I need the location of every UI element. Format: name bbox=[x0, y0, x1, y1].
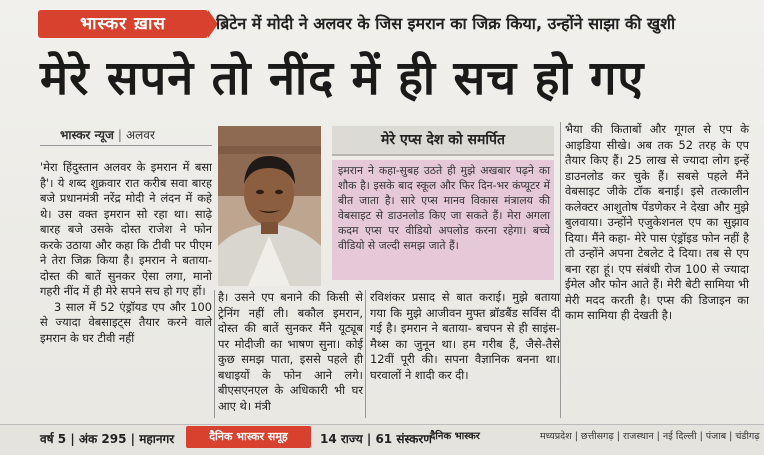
byline-agency: भास्कर न्यूज bbox=[60, 128, 114, 142]
main-headline: मेरे सपने तो नींद में ही सच हो गए bbox=[40, 51, 645, 106]
article-paragraph: 'मेरा हिंदुस्तान अलवर के इमरान में बसा है'। ये शब्द शुक्रवार रात करीब सवा बारह बजे प्रधानमंत्री नरेंद्र मोदी ने लंदन में कहे थे। उस वक्त इमरान सो रहा था। साढ़े बारह बजे उसके दोस्त राजेश ने फोन करके उठाया और कहा कि टीवी पर पीएम ने तेरा जिक्र किया है। इमरान ने बताया-दोस्त की बातें सुनकर ऐसा लगा, मानो गहरी नींद में ही मेरे सपने सच हो गए हों। bbox=[40, 160, 212, 298]
column-rule bbox=[214, 290, 215, 418]
box-title: मेरे एप्स देश को समर्पित bbox=[332, 126, 554, 156]
column-rule bbox=[560, 122, 561, 418]
footer-group-brand: दैनिक भास्कर समूह bbox=[186, 426, 311, 448]
article-column-2: है। उसने एप बनाने की किसी से ट्रेनिंग नहीं ली। बकौल इमरान, दोस्त की बातें सुनकर मैंने यूट्यूब पर मोदीजी का भाषण सुना। कोई कुछ समझ पाता, इससे पहले ही बधाइयों के फोन आने लगे। बीएसएनएल के अधिकारी भी घर आए थे। मंत्री bbox=[218, 290, 363, 413]
portrait-photo bbox=[218, 126, 321, 286]
byline bbox=[60, 126, 155, 143]
article-paragraph: 3 साल में 52 एंड्रॉयड एप और 100 से ज्यादा वेबसाइट्स तैयार करने वाले इमरान के घर टीवी नहीं bbox=[40, 299, 212, 345]
column-rule bbox=[365, 290, 366, 418]
article-column-4: भैया की किताबों और गूगल से एप के आइडिया सीखे। अब तक 52 तरह के एप तैयार किए हैं। 25 लाख से ज्यादा लोग इन्हें डाउनलोड कर चुके हैं। सबसे पहले मैंने वेबसाइट जीके टॉक बनाई। इसे तत्कालीन कलेक्टर आशुतोष पेंडणेकर ने देखा और मुझे बुलवाया। उन्होंने एजुकेशनल एप का सुझाव दिया। मैंने कहा- मेरे पास एंड्रॉइड फोन नहीं है तो उन्होंने अपना टेबलेट दे दिया। तब से एप बना रहा हूं। एप संबंधी रोज 100 से ज्यादा ईमेल और फोन आते हैं। मेरी बेटी सामिया भी मेरी मदद करती है। एप्स की डिजाइन का काम सामिया ही देखती है। bbox=[565, 122, 749, 322]
quote-text: इमरान ने कहा-सुबह उठते ही मुझे अखबार पढ़ने का शौक है। इसके बाद स्कूल और फिर दिन-भर कंप्यूटर में बीत जाता है। सारे एप्स मानव विकास मंत्रालय की वेबसाइट से डाउनलोड किए जा सकते हैं। मेरा अगला कदम एप्स पर वीडियो अपलोड करना रहेगा। बच्चे वीडियो से जल्दी समझ जाते हैं। bbox=[338, 164, 550, 252]
article-column-3: रविशंकर प्रसाद से बात कराई। मुझे बताया गया कि मुझे आजीवन मुफ्त ब्रॉडबैंड सर्विस दी गई है। इमरान ने बताया- बचपन से ही साइंस-मैथ्स का जुनून था। हम गरीब हैं, जैसे-तैसे 12वीं पूरी की। सपना वैज्ञानिक बनना था। घरवालों ने शादी कर दी। bbox=[370, 290, 560, 382]
article-column-1 bbox=[40, 160, 212, 346]
section-badge: भास्कर ख़ास bbox=[38, 10, 208, 38]
kicker-headline: ब्रिटेन में मोदी ने अलवर के जिस इमरान का जिक्र किया, उन्होंने साझा की खुशी bbox=[216, 14, 676, 33]
footer-editions-count: 14 राज्य | 61 संस्करण bbox=[320, 432, 432, 446]
footer-paper-brand: दैनिक भास्कर bbox=[430, 431, 480, 442]
byline-city: अलवर bbox=[125, 128, 155, 142]
portrait-image bbox=[218, 126, 321, 286]
byline-rule bbox=[40, 145, 212, 146]
footer-edition-list: मध्यप्रदेश | छत्तीसगढ़ | राजस्थान | नई दिल्ली | पंजाब | चंडीगढ़ bbox=[540, 431, 760, 442]
byline-separator: | bbox=[117, 128, 122, 142]
footer-issue-info: वर्ष 5 | अंक 295 | महानगर bbox=[40, 432, 175, 446]
